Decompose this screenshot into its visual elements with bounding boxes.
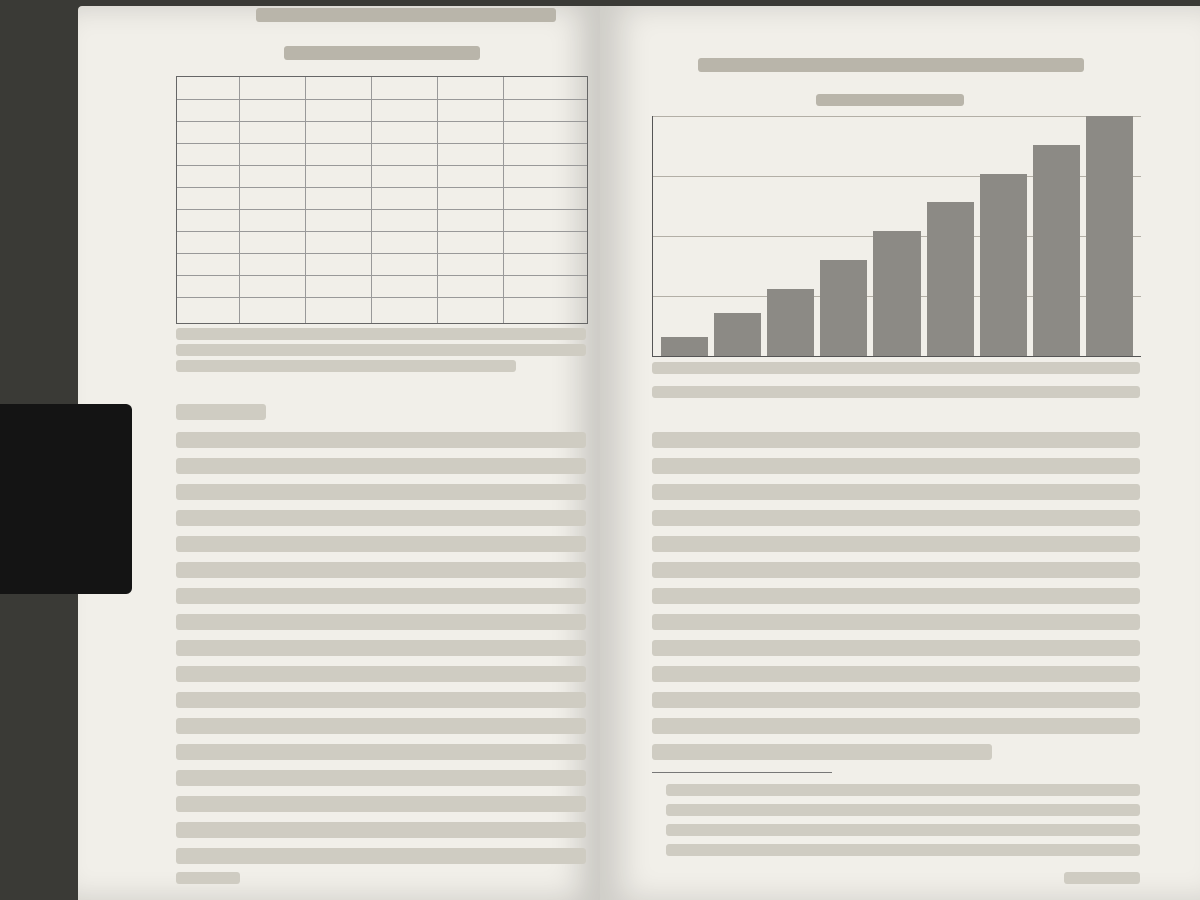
- bar-placeholder: [767, 289, 814, 356]
- body-text-line-placeholder: [176, 458, 586, 474]
- running-header-placeholder: [698, 58, 1084, 72]
- bar-placeholder: [1086, 116, 1133, 356]
- body-text-line-placeholder: [652, 458, 1140, 474]
- figure-caption-placeholder: [816, 94, 964, 106]
- body-text-line-placeholder: [176, 848, 586, 864]
- right-page: [600, 6, 1200, 900]
- body-text-line-placeholder: [176, 614, 586, 630]
- running-header-placeholder: [256, 8, 556, 22]
- bar-placeholder: [980, 174, 1027, 356]
- body-text-line-placeholder: [176, 640, 586, 656]
- source-note-placeholder: [652, 386, 1140, 398]
- bar-placeholder: [1033, 145, 1080, 356]
- bar-placeholder: [873, 231, 920, 356]
- body-text-line-placeholder: [652, 562, 1140, 578]
- dark-object: [0, 404, 132, 594]
- bar-placeholder: [714, 313, 761, 356]
- table-caption-placeholder: [284, 46, 480, 60]
- page-number-placeholder: [176, 872, 240, 884]
- body-text-line-placeholder: [176, 536, 586, 552]
- wage-table-placeholder: [176, 76, 588, 324]
- footnote-line-placeholder: [666, 784, 1140, 796]
- body-text-line-placeholder: [652, 640, 1140, 656]
- body-text-line-placeholder: [176, 692, 586, 708]
- body-text-line-placeholder: [652, 666, 1140, 682]
- body-text-line-placeholder: [652, 484, 1140, 500]
- bar-group-placeholder: [661, 116, 1133, 356]
- body-text-line-placeholder: [652, 744, 992, 760]
- source-note-placeholder: [176, 344, 586, 356]
- source-note-placeholder: [176, 360, 516, 372]
- body-text-line-placeholder: [176, 432, 586, 448]
- footnote-line-placeholder: [666, 804, 1140, 816]
- footnote-divider: [652, 772, 832, 773]
- footnote-line-placeholder: [666, 824, 1140, 836]
- body-text-line-placeholder: [652, 718, 1140, 734]
- source-note-placeholder: [176, 328, 586, 340]
- body-text-line-placeholder: [176, 562, 586, 578]
- bar-placeholder: [927, 202, 974, 356]
- bar-placeholder: [661, 337, 708, 356]
- body-text-line-placeholder: [176, 822, 586, 838]
- body-text-line-placeholder: [652, 614, 1140, 630]
- body-text-line-placeholder: [652, 536, 1140, 552]
- bar-placeholder: [820, 260, 867, 356]
- body-text-line-placeholder: [652, 510, 1140, 526]
- axis-label-placeholder: [652, 362, 1140, 374]
- body-text-line-placeholder: [176, 666, 586, 682]
- body-text-line-placeholder: [176, 796, 586, 812]
- footnote-line-placeholder: [666, 844, 1140, 856]
- page-number-placeholder: [1064, 872, 1140, 884]
- body-text-line-placeholder: [176, 404, 266, 420]
- body-text-line-placeholder: [176, 718, 586, 734]
- body-text-line-placeholder: [652, 588, 1140, 604]
- body-text-line-placeholder: [176, 484, 586, 500]
- body-text-line-placeholder: [176, 744, 586, 760]
- body-text-line-placeholder: [652, 692, 1140, 708]
- body-text-line-placeholder: [176, 770, 586, 786]
- left-page: [78, 6, 600, 900]
- bar-figure-placeholder: [652, 116, 1141, 357]
- body-text-line-placeholder: [176, 588, 586, 604]
- body-text-line-placeholder: [652, 432, 1140, 448]
- body-text-line-placeholder: [176, 510, 586, 526]
